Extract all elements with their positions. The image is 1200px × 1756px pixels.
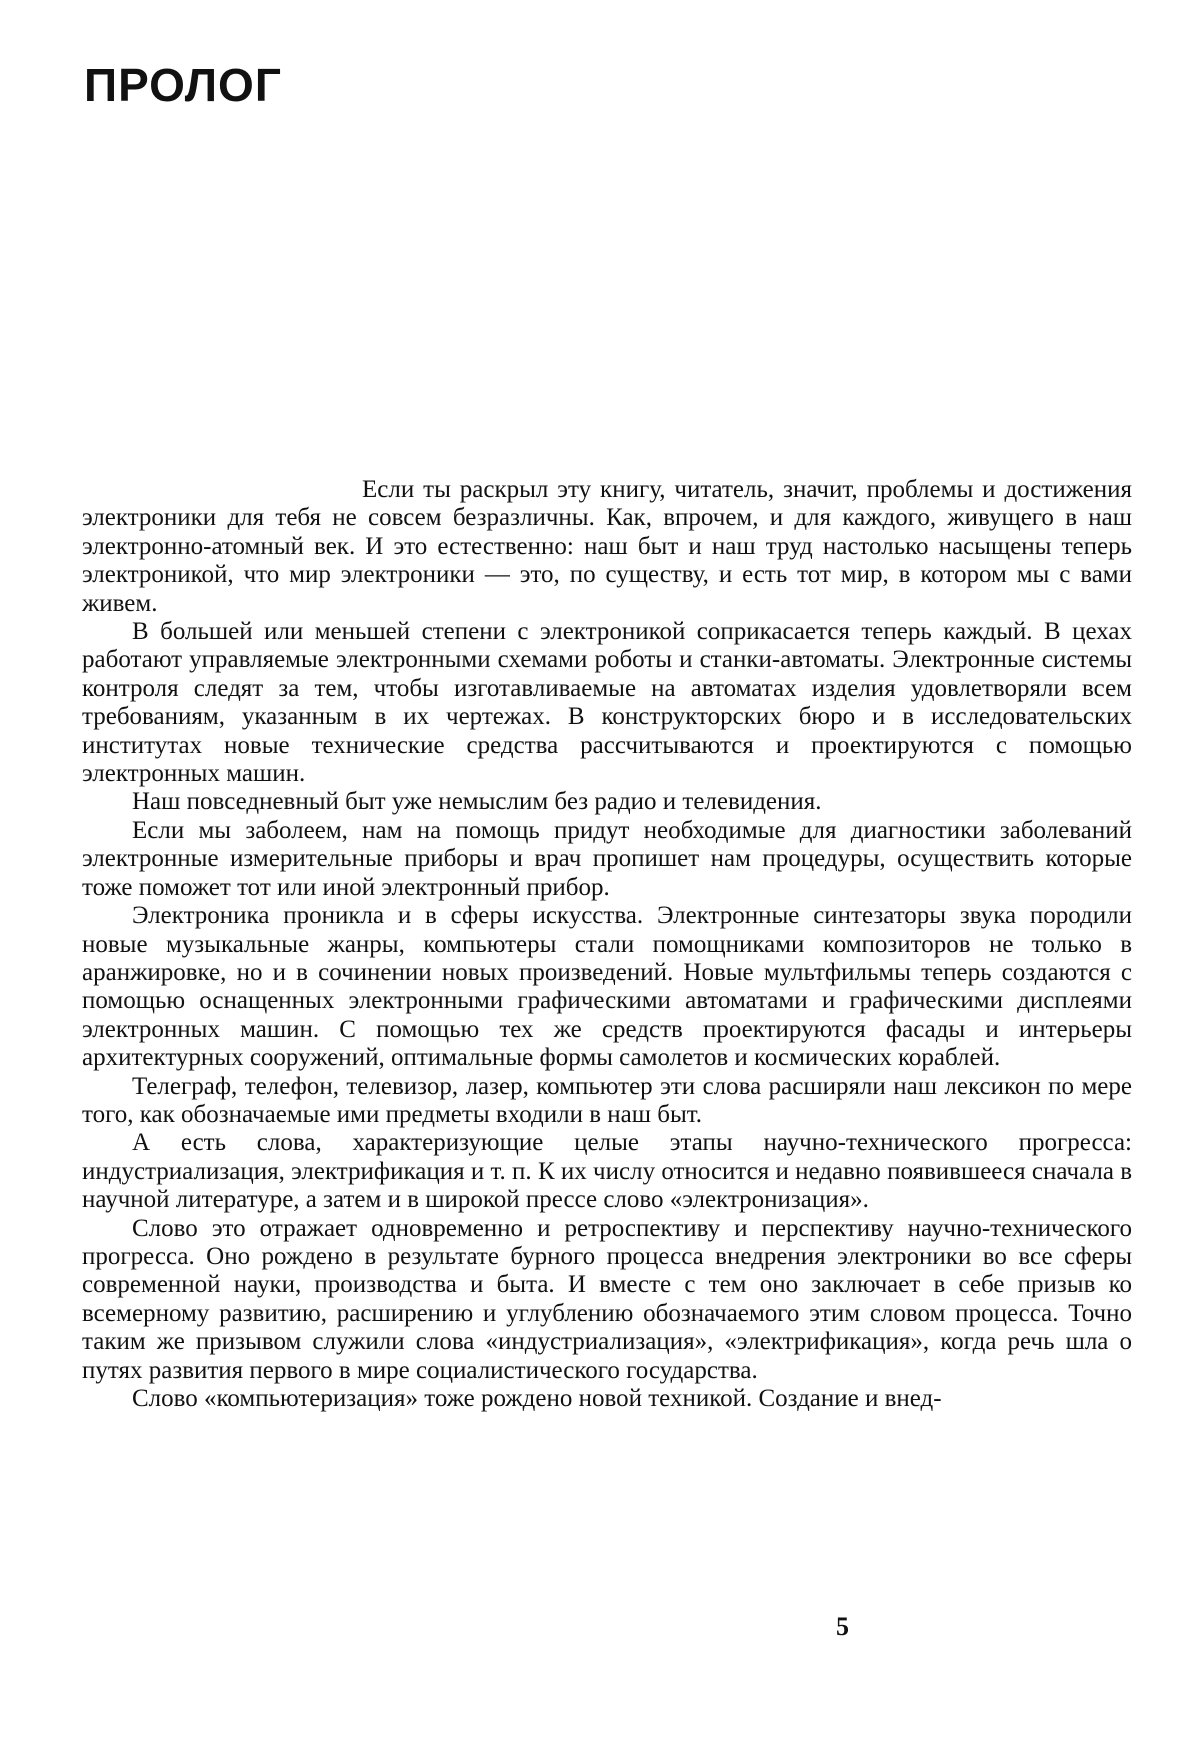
paragraph: Если ты раскрыл эту книгу, читатель, значит, проблемы и достижения электроники для тебя не совсем безразличны. Как, впрочем, и для каждого, живущего в наш электронно-атомный век. И это естественно: наш быт и наш труд настолько насыщены теперь электроникой, что мир электроники — это, по существу, и есть тот мир, в котором мы с вами живем. — [82, 476, 1132, 617]
chapter-body — [82, 476, 1132, 1413]
paragraph: Если мы заболеем, нам на помощь придут необходимые для диагностики заболеваний электронные измерительные приборы и врач пропишет нам процедуры, осуществить которые тоже поможет тот или иной электронный прибор. — [82, 816, 1132, 901]
paragraph: Слово это отражает одновременно и ретроспективу и перспективу научно-технического прогресса. Оно рождено в результате бурного процесса внедрения электроники во все сферы современной науки, производства и быта. И вместе с тем оно заключает в себе призыв ко всемерному развитию, расширению и углублению обозначаемого этим словом процесса. Точно таким же призывом служили слова «индустриализация», «электрификация», когда речь шла о путях развития первого в мире социалистического государства. — [82, 1214, 1132, 1384]
page-number: 5 — [836, 1612, 849, 1641]
paragraph: Слово «компьютеризация» тоже рождено новой техникой. Создание и внед- — [132, 1385, 942, 1412]
chapter-title: ПРОЛОГ — [84, 59, 282, 111]
paragraph: Электроника проникла и в сферы искусства. Электронные синтезаторы звука породили новые музыкальные жанры, компьютеры стали помощниками композиторов не только в аранжировке, но и в сочинении новых произведений. Новые мультфильмы теперь создаются с помощью оснащенных электронными графическими автоматами и графическими дисплеями электронных машин. С помощью тех же средств проектируются фасады и интерьеры архитектурных сооружений, оптимальные формы самолетов и космических кораблей. — [82, 902, 1132, 1072]
paragraph: Телеграф, телефон, телевизор, лазер, компьютер эти слова расширяли наш лексикон по мере того, как обозначаемые ими предметы входили в наш быт. — [82, 1072, 1132, 1128]
paragraph: А есть слова, характеризующие целые этапы научно-технического прогресса: индустриализация, электрификация и т. п. К их числу относится и недавно появившееся сначала в научной литературе, а затем и в широкой прессе слово «электронизация». — [82, 1129, 1132, 1214]
paragraph: В большей или меньшей степени с электроникой соприкасается теперь каждый. В цехах работают управляемые электронными схемами роботы и станки-автоматы. Электронные системы контроля следят за тем, чтобы изготавливаемые на автоматах изделия удовлетворяли всем требованиям, указанным в их чертежах. В конструкторских бюро и в исследовательских институтах новые технические средства рассчитываются и проектируются с помощью электронных машин. — [82, 618, 1132, 788]
paragraph: Наш повседневный быт уже немыслим без радио и телевидения. — [132, 788, 822, 816]
